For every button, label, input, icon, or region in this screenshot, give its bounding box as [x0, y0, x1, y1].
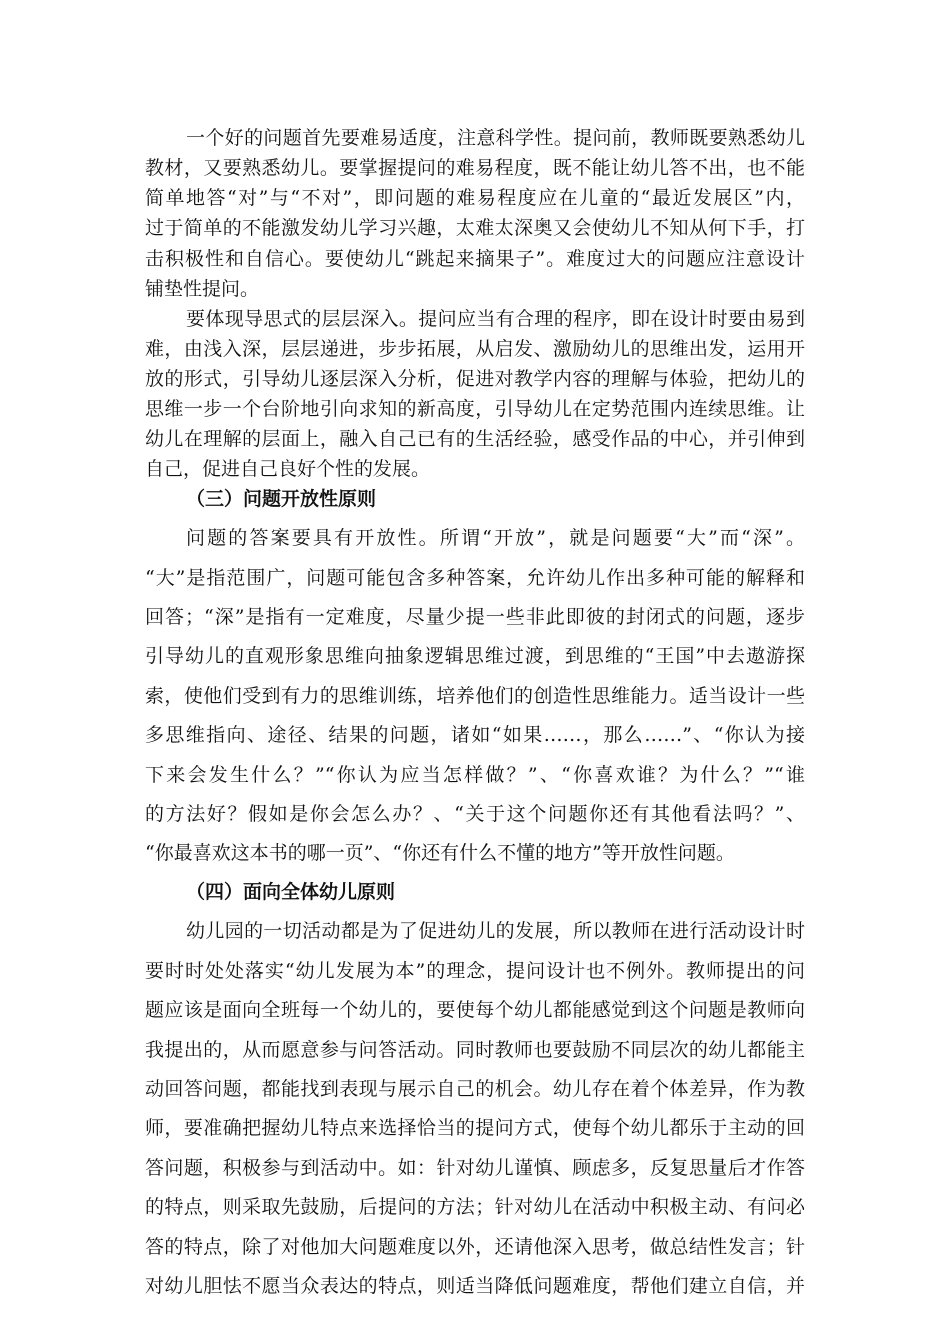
paragraph-4-line: 我提出的，从而愿意参与问答活动。同时教师也要鼓励不同层次的幼儿都能主 [145, 1039, 805, 1061]
paragraph-3-line: 问题的答案要具有开放性。所谓“开放”，就是问题要“大”而“深”。 [186, 527, 805, 549]
paragraph-2-line: 幼儿在理解的层面上，融入自己已有的生活经验，感受作品的中心，并引伸到 [145, 428, 805, 450]
paragraph-3-line: 索，使他们受到有力的思维训练，培养他们的创造性思维能力。适当设计一些 [145, 685, 805, 707]
paragraph-1-line: 过于简单的不能激发幼儿学习兴趣，太难太深奥又会使幼儿不知从何下手，打 [145, 217, 805, 239]
paragraph-3-line: 多思维指向、途径、结果的问题，诸如“如果……，那么……”、“你认为接 [145, 724, 805, 746]
paragraph-2-line: 思维一步一个台阶地引向求知的新高度，引导幼儿在定势范围内连续思维。让 [145, 398, 805, 420]
section-heading-3: （三）问题开放性原则 [186, 488, 377, 510]
paragraph-1-line: 教材，又要熟悉幼儿。要掌握提问的难易程度，既不能让幼儿答不出，也不能 [145, 157, 805, 179]
paragraph-4-line: 的特点，则采取先鼓励，后提问的方法；针对幼儿在活动中积极主动、有问必 [145, 1196, 805, 1218]
paragraph-1-line: 简单地答“对”与“不对”，即问题的难易程度应在儿童的“最近发展区”内， [145, 187, 805, 209]
paragraph-3-line: 的方法好？假如是你会怎么办？、“关于这个问题你还有其他看法吗？”、 [145, 803, 805, 825]
paragraph-1-line: 铺垫性提问。 [145, 278, 260, 300]
paragraph-4-line: 题应该是面向全班每一个幼儿的，要使每个幼儿都能感觉到这个问题是教师向 [145, 999, 805, 1021]
paragraph-4-line: 答问题，积极参与到活动中。如：针对幼儿谨慎、顾虑多，反复思量后才作答 [145, 1157, 805, 1179]
paragraph-4-line: 幼儿园的一切活动都是为了促进幼儿的发展，所以教师在进行活动设计时 [186, 920, 805, 942]
paragraph-4-line: 对幼儿胆怯不愿当众表达的特点，则适当降低问题难度，帮他们建立自信，并 [145, 1275, 805, 1297]
paragraph-1-line: 击积极性和自信心。要使幼儿“跳起来摘果子”。难度过大的问题应注意设计 [145, 248, 805, 270]
paragraph-3-line: 引导幼儿的直观形象思维向抽象逻辑思维过渡，到思维的“王国”中去遨游探 [145, 645, 805, 667]
paragraph-3-line: “大”是指范围广，问题可能包含多种答案，允许幼儿作出多种可能的解释和 [145, 567, 805, 589]
paragraph-2-line: 难，由浅入深，层层递进，步步拓展，从启发、激励幼儿的思维出发，运用开 [145, 338, 805, 360]
paragraph-4-line: 要时时处处落实“幼儿发展为本”的理念，提问设计也不例外。教师提出的问 [145, 960, 805, 982]
paragraph-2-line: 要体现导思式的层层深入。提问应当有合理的程序，即在设计时要由易到 [186, 308, 805, 330]
paragraph-4-line: 答的特点，除了对他加大问题难度以外，还请他深入思考，做总结性发言；针 [145, 1236, 805, 1258]
paragraph-3-line: “你最喜欢这本书的哪一页”、“你还有什么不懂的地方”等开放性问题。 [145, 842, 735, 864]
paragraph-2-line: 放的形式，引导幼儿逐层深入分析，促进对教学内容的理解与体验，把幼儿的 [145, 368, 805, 390]
paragraph-4-line: 师，要准确把握幼儿特点来选择恰当的提问方式，使每个幼儿都乐于主动的回 [145, 1117, 805, 1139]
paragraph-3-line: 下来会发生什么？”“你认为应当怎样做？”、“你喜欢谁？为什么？”“谁 [145, 764, 805, 786]
paragraph-1-line: 一个好的问题首先要难易适度，注意科学性。提问前，教师既要熟悉幼儿 [186, 127, 805, 149]
paragraph-4-line: 动回答问题，都能找到表现与展示自己的机会。幼儿存在着个体差异，作为教 [145, 1078, 805, 1100]
paragraph-2-line: 自己，促进自己良好个性的发展。 [145, 458, 431, 480]
paragraph-3-line: 回答；“深”是指有一定难度，尽量少提一些非此即彼的封闭式的问题，逐步 [145, 606, 805, 628]
section-heading-4: （四）面向全体幼儿原则 [186, 881, 396, 903]
